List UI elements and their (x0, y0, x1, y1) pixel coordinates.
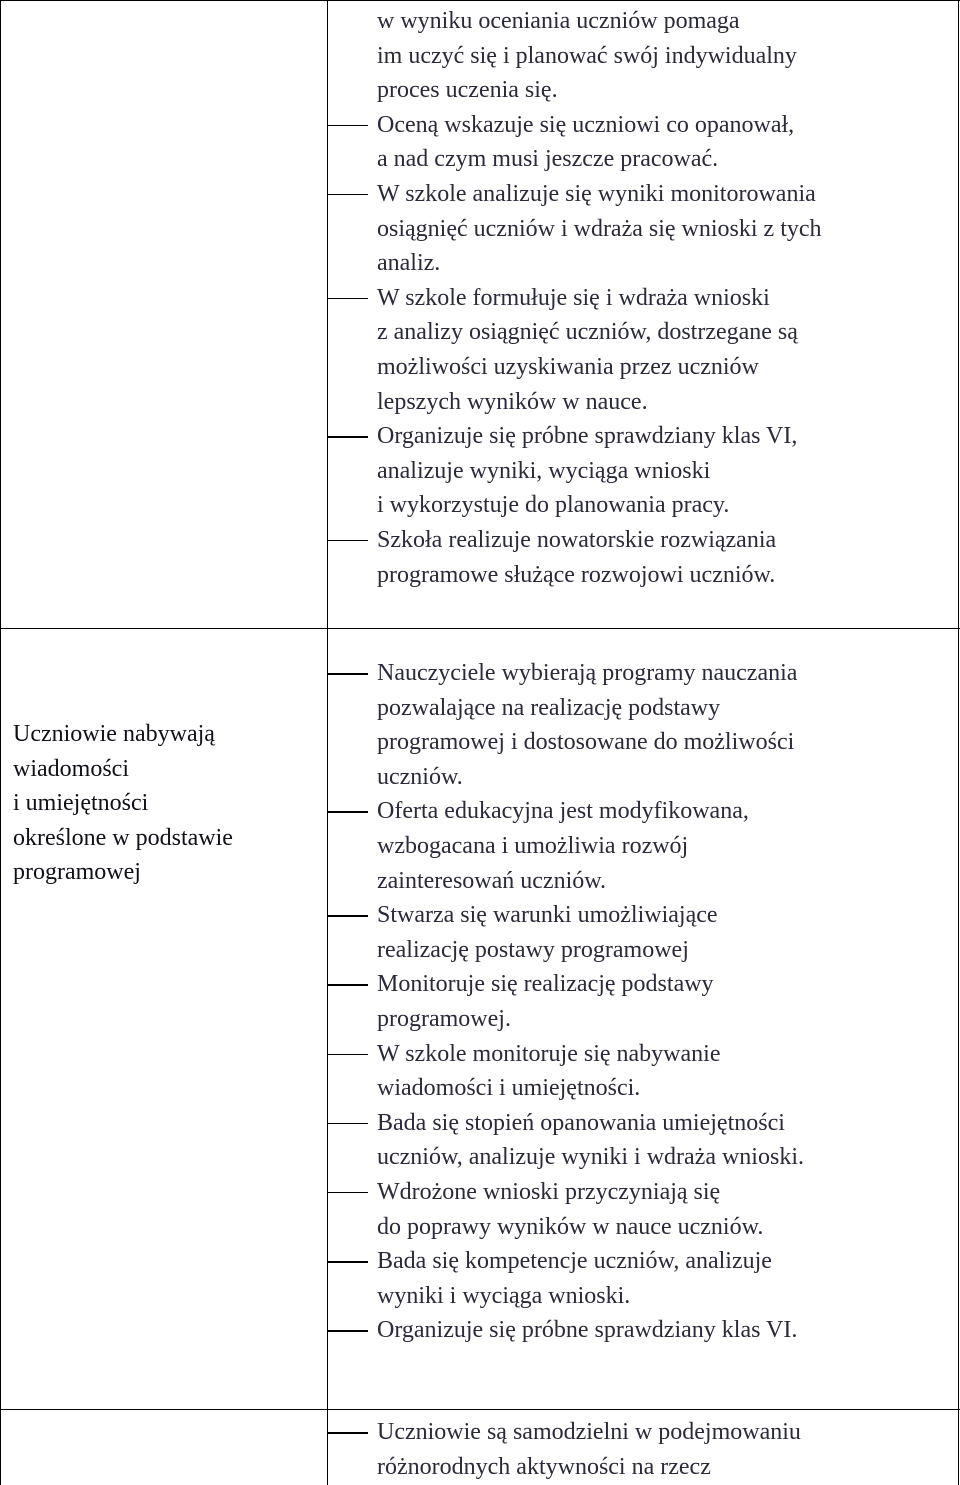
text-line: Organizuje się próbne sprawdziany klas VI. (377, 1317, 798, 1344)
row-1-bullet-list (328, 4, 952, 592)
text-line: i wykorzystuje do planowania pracy. (377, 492, 730, 519)
row-divider-1 (0, 628, 960, 629)
criterion-heading (13, 717, 321, 890)
text-line: analiz. (377, 250, 441, 277)
text-line: Oceną wskazuje się uczniowi co opanował, (377, 111, 795, 138)
list-item (328, 1244, 952, 1313)
text-line: Oferta edukacyjna jest modyfikowana, (377, 798, 749, 825)
row-3-content-cell (328, 1415, 956, 1484)
list-item (328, 281, 952, 419)
text-line: uczniów, analizuje wyniki i wdraża wnioski. (377, 1144, 804, 1171)
dash-bullet-icon (328, 984, 368, 986)
heading-line: i umiejętności (13, 790, 149, 817)
list-item (328, 794, 952, 898)
row-1-content-cell (328, 4, 956, 592)
text-line: wyniki i wyciąga wnioski. (377, 1282, 631, 1309)
dash-bullet-icon (328, 298, 368, 300)
text-line: Bada się stopień opanowania umiejętności (377, 1109, 785, 1136)
row-3-bullet-list (328, 1415, 952, 1484)
text-line: W szkole analizuje się wyniki monitorowania (377, 180, 816, 207)
text-line: W szkole formułuje się i wdraża wnioski (377, 284, 770, 311)
text-line: Uczniowie są samodzielni w podejmowaniu (377, 1419, 801, 1445)
dash-bullet-icon (328, 1261, 368, 1263)
list-item (328, 1415, 952, 1484)
dash-bullet-icon (328, 125, 368, 127)
dash-bullet-icon (328, 673, 368, 675)
text-line: Wdrożone wnioski przyczyniają się (377, 1178, 721, 1205)
text-line: pozwalające na realizację podstawy (377, 694, 721, 721)
text-line: Bada się kompetencje uczniów, analizuje (377, 1248, 772, 1275)
dash-bullet-icon (328, 1054, 368, 1056)
text-line: a nad czym musi jeszcze pracować. (377, 146, 719, 173)
text-line: różnorodnych aktywności na rzecz (377, 1453, 711, 1480)
list-item (328, 967, 952, 1036)
dash-bullet-icon (328, 436, 368, 438)
text-line: W szkole monitoruje się nabywanie (377, 1040, 721, 1067)
dash-bullet-icon (328, 1330, 368, 1332)
list-item (328, 419, 952, 523)
list-item (328, 1037, 952, 1106)
text-line: analizuje wyniki, wyciąga wnioski (377, 457, 711, 484)
text-line: programowej i dostosowane do możliwości (377, 729, 795, 756)
text-line: osiągnięć uczniów i wdraża się wnioski z tych (377, 215, 822, 242)
text-line: uczniów. (377, 763, 463, 790)
text-line: proces uczenia się. (377, 77, 558, 104)
list-item (328, 1175, 952, 1244)
list-item (328, 1106, 952, 1175)
row-3-header-cell (1, 1410, 327, 1485)
text-line: Szkoła realizuje nowatorskie rozwiązania (377, 526, 777, 553)
list-item (328, 108, 952, 177)
list-item (328, 177, 952, 281)
list-item (328, 1313, 952, 1348)
row-2-content-cell (328, 656, 956, 1348)
text-line: z analizy osiągnięć uczniów, dostrzegane są (377, 319, 798, 346)
dash-bullet-icon (328, 915, 368, 917)
text-line: do poprawy wyników w nauce uczniów. (377, 1213, 764, 1240)
row-2-bullet-list (328, 656, 952, 1348)
dash-bullet-icon (328, 1123, 368, 1125)
text-line: programowej. (377, 1005, 511, 1032)
dash-bullet-icon (328, 540, 368, 542)
text-line: wiadomości i umiejętności. (377, 1075, 641, 1102)
text-line: możliwości uzyskiwania przez uczniów (377, 353, 759, 380)
list-item (328, 898, 952, 967)
dash-bullet-icon (328, 1432, 368, 1434)
text-line: lepszych wyników w nauce. (377, 388, 648, 415)
heading-line: wiadomości (13, 755, 129, 782)
row-1-header-cell (1, 1, 327, 628)
list-item (328, 656, 952, 794)
table-right-border (958, 0, 959, 1485)
text-line: Organizuje się próbne sprawdziany klas VI, (377, 423, 798, 450)
dash-bullet-icon (328, 811, 368, 813)
dash-bullet-icon (328, 1192, 368, 1194)
heading-line: określone w podstawie (13, 824, 233, 851)
heading-line: Uczniowie nabywają (13, 721, 215, 747)
text-line: wzbogacana i umożliwia rozwój (377, 832, 689, 859)
text-line: Nauczyciele wybierają programy nauczania (377, 660, 798, 686)
text-line: programowe służące rozwojowi uczniów. (377, 561, 776, 588)
text-line: realizację postawy programowej (377, 936, 689, 963)
row-2-header-cell (1, 717, 327, 890)
text-line: Stwarza się warunki umożliwiające (377, 902, 718, 929)
list-item-continuation (328, 4, 952, 108)
text-line: zainteresowań uczniów. (377, 867, 607, 894)
text-line: w wyniku oceniania uczniów pomaga (377, 8, 740, 34)
list-item (328, 523, 952, 592)
dash-bullet-icon (328, 194, 368, 196)
heading-line: programowej (13, 859, 141, 886)
text-line: im uczyć się i planować swój indywidualny (377, 42, 797, 69)
text-line: Monitoruje się realizację podstawy (377, 971, 714, 998)
